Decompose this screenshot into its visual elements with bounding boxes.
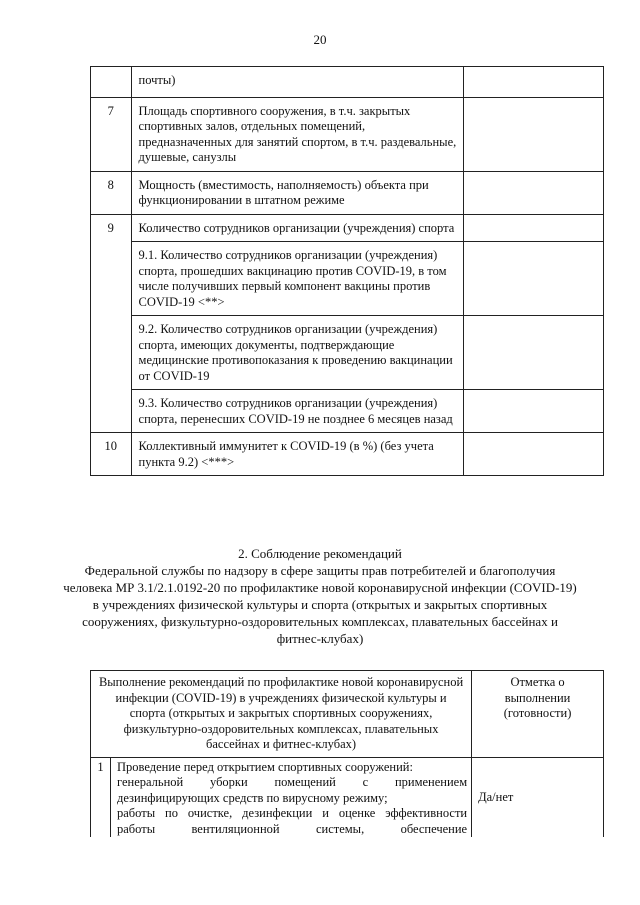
section-subtitle: Федеральной службы по надзору в сфере защиты прав потребителей и благополучия человека МР 3.1/2.1.0192-20 по профилактике новой коронавирусной инфекции (COVID-19) в учреждениях физической культуры и спорта (открытых и закрытых спортивных сооружениях, физкультурно-оздоровительных комплексах, плавательных бассейнах и фитнес-клубах) bbox=[63, 563, 577, 646]
row-number: 10 bbox=[91, 433, 132, 476]
row-value-cell[interactable] bbox=[463, 433, 603, 476]
row-description: Количество сотрудников организации (учреждения) спорта bbox=[131, 214, 463, 242]
row-value-cell[interactable] bbox=[463, 67, 603, 98]
text-line: работы вентиляционной системы, обеспечение bbox=[117, 821, 468, 836]
row-value-cell[interactable] bbox=[463, 242, 603, 316]
row-description: 9.1. Количество сотрудников организации (учреждения) спорта, прошедших вакцинацию против COVID-19, в том числе получивших первый компонент вакцины против COVID-19 <**> bbox=[131, 242, 463, 316]
row-number bbox=[91, 67, 132, 98]
table-row bbox=[91, 97, 604, 171]
table-row bbox=[91, 433, 604, 476]
row-value-cell[interactable] bbox=[463, 214, 603, 242]
row-value-cell[interactable] bbox=[463, 316, 603, 390]
row-number: 7 bbox=[91, 97, 132, 171]
row-description: Коллективный иммунитет к COVID-19 (в %) (без учета пункта 9.2) <***> bbox=[131, 433, 463, 476]
table-row bbox=[91, 242, 604, 316]
table-row bbox=[91, 67, 604, 98]
table-row bbox=[91, 390, 604, 433]
text-line: работы по очистке, дезинфекции и оценке эффективности bbox=[117, 806, 468, 820]
row-value-cell[interactable] bbox=[463, 97, 603, 171]
row-completion-mark[interactable]: Да/нет bbox=[472, 757, 604, 837]
text-line: Проведение перед открытием спортивных сооружений: bbox=[117, 759, 413, 774]
row-description: Мощность (вместимость, наполняемость) объекта при функционировании в штатном режиме bbox=[131, 171, 463, 214]
row-description bbox=[111, 757, 472, 837]
row-number bbox=[91, 390, 132, 433]
row-value-cell[interactable] bbox=[463, 171, 603, 214]
table-row bbox=[91, 757, 604, 837]
row-description: 9.2. Количество сотрудников организации (учреждения) спорта, имеющих документы, подтверждающие медицинские противопоказания к проведению вакцинации от COVID-19 bbox=[131, 316, 463, 390]
page-number: 20 bbox=[313, 32, 327, 47]
object-info-table bbox=[90, 66, 604, 476]
row-description: 9.3. Количество сотрудников организации (учреждения) спорта, перенесших COVID-19 не позднее 6 месяцев назад bbox=[131, 390, 463, 433]
row-description: Площадь спортивного сооружения, в т.ч. закрытых спортивных залов, отдельных помещений, предназначенных для занятий спортом, в т.ч. раздевальные, душевые, санузлы bbox=[131, 97, 463, 171]
table-header-row bbox=[91, 671, 604, 758]
row-number: 9 bbox=[91, 214, 132, 242]
table-row bbox=[91, 214, 604, 242]
section-heading bbox=[60, 545, 580, 647]
text-line: дезинфицирующих средств по вирусному режиму; bbox=[117, 790, 388, 805]
row-description: почты) bbox=[131, 67, 463, 98]
section-title: 2. Соблюдение рекомендаций bbox=[238, 546, 402, 561]
row-number: 1 bbox=[91, 757, 111, 837]
row-value-cell[interactable] bbox=[463, 390, 603, 433]
row-number: 8 bbox=[91, 171, 132, 214]
row-number bbox=[91, 242, 132, 316]
table-row bbox=[91, 316, 604, 390]
table-row bbox=[91, 171, 604, 214]
header-completion-mark: Отметка о выполнении (готовности) bbox=[472, 671, 604, 758]
row-number bbox=[91, 316, 132, 390]
header-recommendations: Выполнение рекомендаций по профилактике новой коронавирусной инфекции (COVID-19) в учреждениях физической культуры и спорта (открытых и закрытых спортивных сооружениях, физкультурно-оздоровительных комплексах, плавательных бассейнах и фитнес-клубах) bbox=[91, 671, 472, 758]
text-line: генеральной уборки помещений с применением bbox=[117, 775, 468, 789]
recommendations-table bbox=[90, 670, 604, 837]
